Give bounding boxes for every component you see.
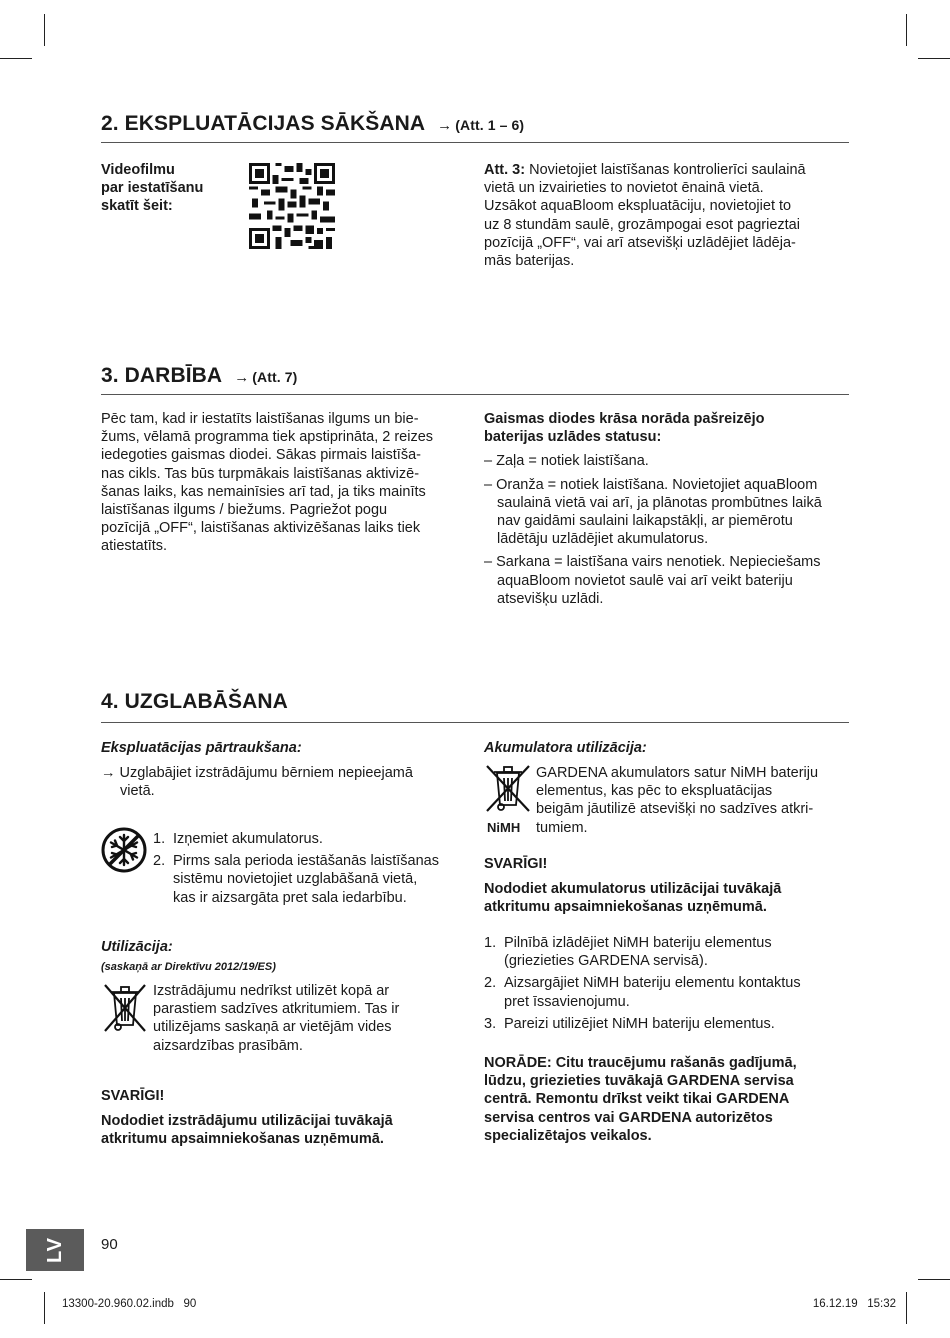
disposal-subheading: (saskaņā ar Direktīvu 2012/19/ES) xyxy=(101,961,276,973)
important-right-text xyxy=(484,880,854,916)
battery-line: beigām jāutilizē atsevišķi no sadzīves atkri- xyxy=(536,801,814,818)
att3-label: Att. 3: xyxy=(484,162,526,178)
interrupt-line: Uzglabājiet izstrādājumu bērniem nepieejamā xyxy=(119,765,413,781)
important-right-label: SVARĪGI! xyxy=(484,856,548,872)
disposal-text xyxy=(153,982,473,1055)
page-number: 90 xyxy=(101,1236,118,1253)
interrupt-line: vietā. xyxy=(120,783,155,800)
service-note xyxy=(484,1054,854,1145)
led-item-line: atsevišķu uzlādi. xyxy=(497,590,604,607)
operation-line: žums, vēlamā programma tiek apstiprināta, 2 reizes xyxy=(101,429,434,446)
att3-text xyxy=(484,161,854,270)
crop-mark-top-left-horizontal xyxy=(0,58,32,59)
storage-step xyxy=(153,830,473,848)
language-tab-label: LV xyxy=(44,1236,66,1264)
crop-mark-bottom-right-horizontal xyxy=(918,1279,950,1280)
led-item-line: aquaBloom novietot saulē vai arī veikt bateriju xyxy=(497,572,793,589)
operation-line: laistīšanas ilgums / biežums. Pagriežot pogu xyxy=(101,502,388,519)
note-line: centrā. Remontu drīkst veikt tikai GARDENA xyxy=(484,1091,790,1108)
att3-line: pozīcijā „OFF“, vai arī atsevišķi uzlādējiet lādēja- xyxy=(484,234,796,251)
operation-text xyxy=(101,410,471,556)
operation-line: nas cikls. Tas būs turpmākais laistīšanas aktivizē- xyxy=(101,465,420,482)
disposal-line: parastiem sadzīves atkritumiem. Tas ir xyxy=(153,1001,400,1018)
no-frost-icon xyxy=(101,827,147,873)
step-line: Pilnībā izlādējiet NiMH bateriju elementus xyxy=(504,935,772,951)
battery-step xyxy=(484,1015,854,1033)
section-2-heading xyxy=(101,112,524,136)
important-line: atkritumu apsaimniekošanas uzņēmumā. xyxy=(484,899,767,916)
led-item-line: nav gaidāmi saulaini laikapstākļi, ar piemērotu xyxy=(497,513,793,530)
step-line: Aizsargājiet NiMH bateriju elementu kontaktus xyxy=(504,975,801,992)
battery-step xyxy=(484,974,854,1010)
crop-mark-bottom-left-vertical xyxy=(44,1292,45,1324)
arrow-icon: → xyxy=(437,117,453,134)
battery-line: tumiem. xyxy=(536,819,588,836)
led-item-red xyxy=(484,553,854,608)
led-item-line: – Oranža = notiek laistīšana. Novietojiet aquaBloom xyxy=(484,476,818,493)
disposal-line: aizsardzības prasībām. xyxy=(153,1037,303,1054)
qr-code[interactable] xyxy=(249,163,335,249)
crop-mark-top-left-vertical xyxy=(44,14,45,46)
att3-line: mās baterijas. xyxy=(484,253,575,270)
crop-mark-top-right-horizontal xyxy=(918,58,950,59)
led-heading-line: Gaismas diodes krāsa norāda pašreizējo xyxy=(484,411,765,427)
operation-line: atiestatīts. xyxy=(101,538,168,555)
step-line: Pareizi utilizējiet NiMH bateriju elementus. xyxy=(504,1015,775,1032)
att3-line: Novietojiet laistīšanas kontrolierīci saulainā xyxy=(529,162,806,178)
step-number: 2. xyxy=(153,853,166,870)
storage-steps xyxy=(153,830,473,911)
important-left-label: SVARĪGI! xyxy=(101,1088,165,1104)
led-item-line: lādētāju uzlādējiet akumulatorus. xyxy=(497,531,709,548)
battery-step xyxy=(484,934,854,970)
operation-line: pozīcijā „OFF“, laistīšanas aktivizēšanas laiks tiek xyxy=(101,520,421,537)
note-line: NORĀDE: Citu traucējumu rašanās gadījumā, xyxy=(484,1055,797,1071)
crossed-bin-battery-icon xyxy=(484,763,532,813)
section-3-rule xyxy=(101,394,849,395)
section-4-rule xyxy=(101,722,849,723)
note-line: servisa centros vai GARDENA autorizētos xyxy=(484,1109,773,1126)
led-item-line: – Sarkana = laistīšana vairs nenotiek. Nepieciešams xyxy=(484,554,821,571)
battery-line: GARDENA akumulators satur NiMH bateriju xyxy=(536,765,819,781)
step-line: pret īssavienojumu. xyxy=(504,993,630,1010)
section-4-heading xyxy=(101,690,288,714)
step-number: 1. xyxy=(484,935,497,951)
step-line: (griezieties GARDENA servisā). xyxy=(504,953,708,970)
note-line: lūdzu, griezieties tuvākajā GARDENA servisa xyxy=(484,1073,794,1090)
disposal-line: utilizējams saskaņā ar vietējām vides xyxy=(153,1019,392,1036)
important-line: Nododiet izstrādājumu utilizācijai tuvākajā xyxy=(101,1113,393,1129)
crop-mark-bottom-right-vertical xyxy=(906,1292,907,1324)
att3-line: vietā un izvairieties to novietot ēnainā vietā. xyxy=(484,180,764,197)
step-line: Pirms sala perioda iestāšanās laistīšanas xyxy=(173,853,439,870)
step-line: sistēmu novietojiet uzglabāšanā vietā, xyxy=(173,871,418,888)
note-line: specializētajos veikalos. xyxy=(484,1127,652,1144)
disposal-line: Izstrādājumu nedrīkst utilizēt kopā ar xyxy=(153,983,390,999)
video-label-line: par iestatīšanu xyxy=(101,180,204,197)
video-label-line: Videofilmu xyxy=(101,162,175,178)
video-label xyxy=(101,161,231,216)
battery-steps xyxy=(484,934,854,1037)
section-2-ref: (Att. 1 – 6) xyxy=(455,117,525,133)
battery-text xyxy=(536,764,856,837)
arrow-icon: → xyxy=(101,765,116,781)
section-3-title: 3. DARBĪBA xyxy=(101,364,223,387)
arrow-icon: → xyxy=(234,369,250,386)
important-left-text xyxy=(101,1112,471,1148)
crossed-bin-icon xyxy=(101,981,149,1033)
file-info: 13300-20.960.02.indb 90 xyxy=(62,1298,197,1310)
important-line: Nododiet akumulatorus utilizācijai tuvākajā xyxy=(484,881,782,897)
step-number: 2. xyxy=(484,975,497,992)
led-status-block xyxy=(484,410,854,613)
step-line: Izņemiet akumulatorus. xyxy=(173,831,323,847)
att3-line: uz 8 stundām saulē, grozāmpogai esot pagrieztai xyxy=(484,216,800,233)
step-line: kas ir aizsargāta pret sala iedarbību. xyxy=(173,889,407,906)
operation-line: Pēc tam, kad ir iestatīts laistīšanas ilgums un bie- xyxy=(101,411,419,427)
led-item-green xyxy=(484,452,854,470)
step-number: 1. xyxy=(153,831,166,847)
disposal-heading: Utilizācija: xyxy=(101,939,173,955)
crop-mark-top-right-vertical xyxy=(906,14,907,46)
led-heading-line: baterijas uzlādes statusu: xyxy=(484,429,662,446)
section-3-ref: (Att. 7) xyxy=(252,369,298,385)
battery-heading: Akumulatora utilizācija: xyxy=(484,740,647,756)
video-label-line: skatīt šeit: xyxy=(101,198,173,215)
operation-line: šanas laiks, kas nemainīsies arī tad, ja tiks mainīts xyxy=(101,483,426,500)
crop-mark-bottom-left-horizontal xyxy=(0,1279,32,1280)
section-2-title: 2. EKSPLUATĀCIJAS SĀKŠANA xyxy=(101,112,426,135)
section-2-rule xyxy=(101,142,849,143)
nimh-label: NiMH xyxy=(487,820,521,835)
date-info: 16.12.19 15:32 xyxy=(812,1298,896,1310)
operation-line: iedegoties gaismas diodei. Sākas pirmais laistīša- xyxy=(101,447,421,464)
section-3-heading xyxy=(101,364,297,388)
led-item-orange xyxy=(484,476,854,549)
interrupt-heading: Ekspluatācijas pārtraukšana: xyxy=(101,740,302,756)
step-number: 3. xyxy=(484,1015,497,1032)
led-item-line: saulainā vietā vai arī, ja plānotas prombūtnes laikā xyxy=(497,494,822,511)
att3-line: Uzsākot aquaBloom ekspluatāciju, novietojiet to xyxy=(484,198,792,215)
interrupt-text xyxy=(101,764,471,800)
language-tab xyxy=(26,1229,84,1271)
section-4-title: 4. UZGLABĀŠANA xyxy=(101,690,288,713)
storage-step xyxy=(153,852,473,907)
battery-line: elementus, kas pēc to ekspluatācijas xyxy=(536,783,773,800)
important-line: atkritumu apsaimniekošanas uzņēmumā. xyxy=(101,1131,384,1148)
led-item-line: – Zaļa = notiek laistīšana. xyxy=(484,453,649,470)
